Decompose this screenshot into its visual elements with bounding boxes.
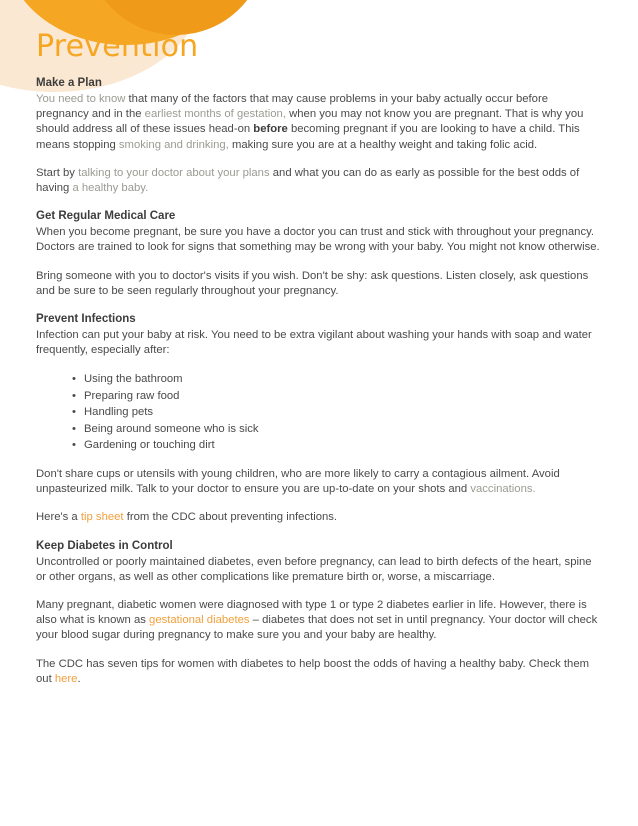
muted-text: vaccinations.	[470, 483, 536, 496]
paragraph	[36, 328, 602, 358]
text-run: The CDC has seven tips for women with diabetes to help boost the odds of having a healthy baby. Check them out	[36, 657, 590, 685]
muted-text: a healthy baby.	[72, 182, 149, 195]
section-get-regular-medical-care	[36, 209, 602, 299]
muted-text: smoking and drinking,	[118, 138, 229, 151]
muted-text: You need to know	[36, 93, 129, 105]
text-run: When you become pregnant, be sure you have a doctor you can trust and stick with throughout your pregnancy. Doctors are trained to look for signs that something may be wrong with your baby. You might not know otherwise.	[36, 226, 600, 254]
text-run: that many of the factors that may cause problems in your baby actually occur before pregnancy and in the	[36, 93, 548, 121]
text-run: Don't share cups or utensils with young children, who are more likely to carry a contagious ailment. Avoid unpasteurized milk. Talk to your doctor to ensure you are up-to-date on your shots and	[36, 467, 560, 496]
list-item: • Handling pets	[72, 404, 602, 421]
text-run: Infection can put your baby at risk. You need to be extra vigilant about washing your hands with soap and water frequently, especially after:	[36, 329, 592, 357]
paragraph	[36, 225, 602, 255]
page-footer-bar	[0, 800, 638, 826]
paragraph-with-link	[36, 598, 602, 644]
muted-text: talking to your doctor about your plans	[78, 166, 270, 179]
text-run: .	[77, 672, 81, 685]
section-heading: Prevent Infections	[36, 313, 136, 326]
inline-link[interactable]: tip sheet	[80, 511, 124, 524]
paragraph	[36, 467, 602, 497]
list-item: • Being around someone who is sick	[72, 421, 602, 438]
section-heading: Keep Diabetes in Control	[36, 539, 173, 552]
text-run: Start by	[36, 166, 79, 179]
text-run: when you may not know you are pregnant. That is why you should address all of these issues head-on	[36, 108, 584, 136]
text-run: Here's a	[36, 511, 81, 524]
section-make-a-plan	[36, 76, 602, 196]
paragraph	[36, 269, 602, 299]
list-item: • Using the bathroom	[72, 371, 602, 388]
text-run: – diabetes that does not set in until pregnancy. Your doctor will check your blood sugar during pregnancy to make sure you and your baby are healthy.	[36, 614, 598, 642]
text-run: Uncontrolled or poorly maintained diabetes, even before pregnancy, can lead to birth defects of the heart, spine or other organs, as well as other complications like premature birth or, worse, a miscarriage.	[36, 555, 592, 583]
text-run: Many pregnant, diabetic women were diagnosed with type 1 or type 2 diabetes earlier in life. However, there is also what is known as	[36, 598, 587, 627]
list-item: • Preparing raw food	[72, 388, 602, 405]
paragraph	[36, 92, 602, 153]
section-heading: Get Regular Medical Care	[36, 210, 176, 223]
paragraph-with-link	[36, 657, 602, 687]
text-run: making sure you are at a healthy weight and taking folic acid.	[228, 138, 538, 151]
section-prevent-infections	[36, 312, 602, 526]
inline-link[interactable]: gestational diabetes	[149, 614, 250, 627]
inline-link[interactable]: here	[54, 672, 78, 685]
paragraph	[36, 166, 602, 196]
list-item: • Gardening or touching dirt	[72, 437, 602, 454]
section-heading: Make a Plan	[36, 77, 102, 89]
text-run: from the CDC about preventing infections.	[123, 511, 338, 524]
text-run: Bring someone with you to doctor's visits if you wish. Don't be shy: ask questions. Listen closely, ask questions and be sure to be seen regularly throughout your pregnancy.	[36, 269, 589, 297]
paragraph-with-link	[36, 510, 602, 525]
muted-text: earliest months of gestation,	[144, 108, 286, 121]
text-run: and what you can do as early as possible for the best odds of having	[36, 166, 580, 195]
bullet-list	[36, 371, 602, 454]
paragraph	[36, 555, 602, 585]
emphasis-text: before	[253, 123, 288, 136]
text-run: becoming pregnant if you are looking to have a child. This means stopping	[36, 123, 580, 151]
section-keep-diabetes-in-control	[36, 539, 602, 687]
page-title: Prevention	[36, 29, 199, 64]
